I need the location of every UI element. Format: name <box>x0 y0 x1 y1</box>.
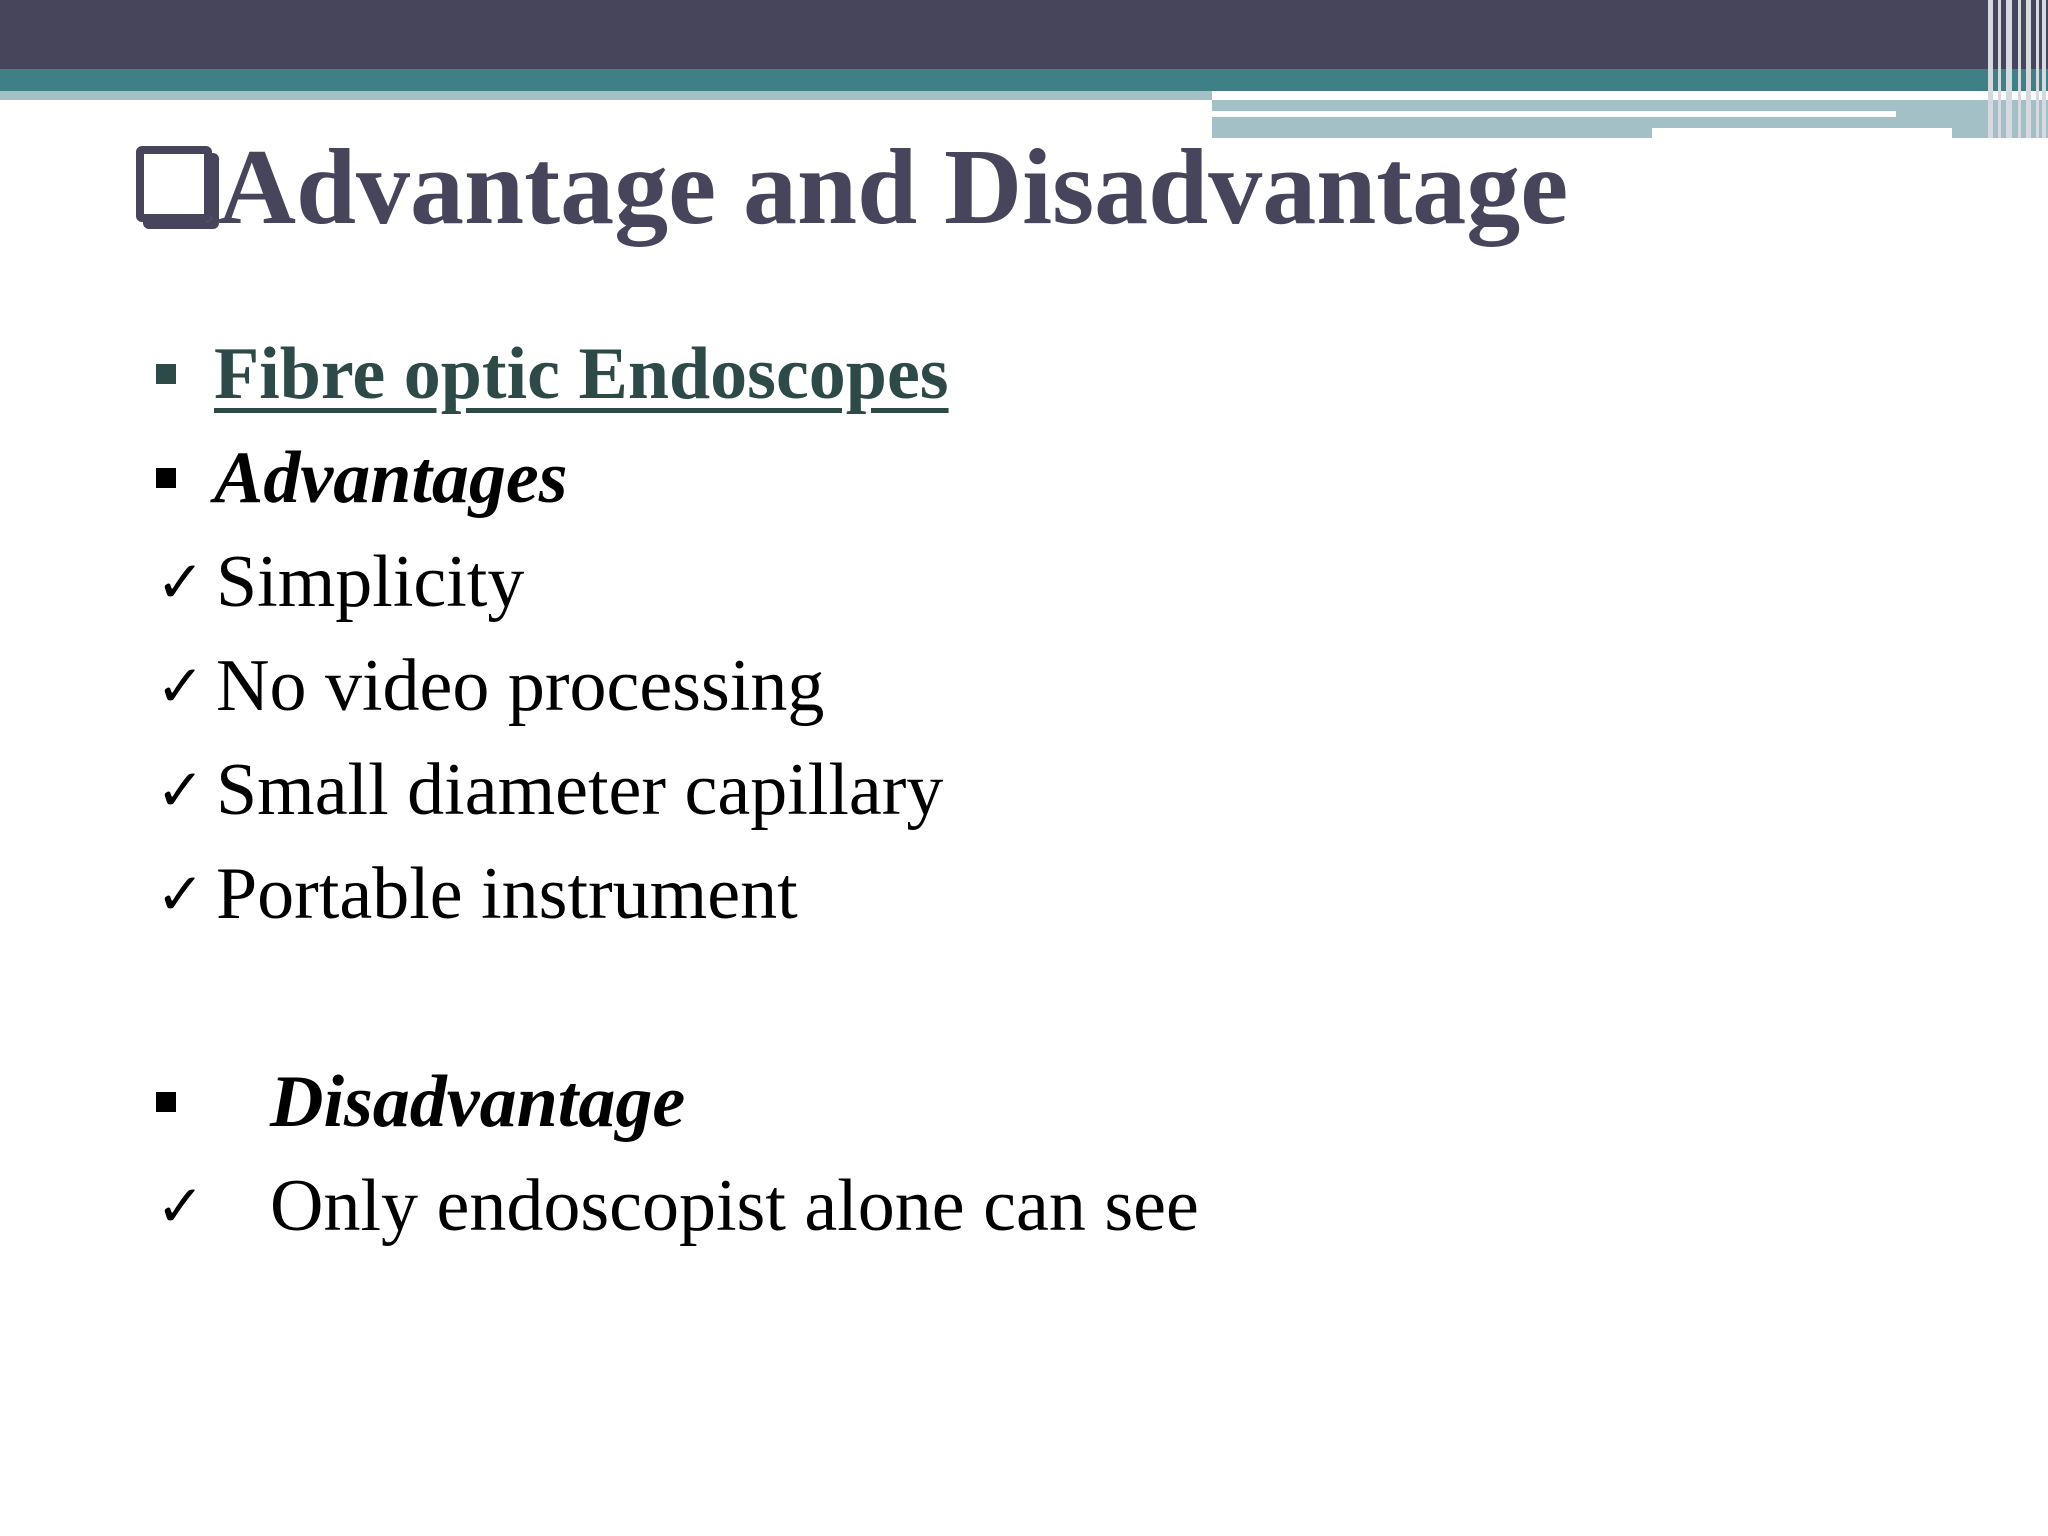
list-item-text: Portable instrument <box>216 853 798 935</box>
checkmark-icon: ✓ <box>156 860 205 928</box>
header-teal-band <box>0 69 2048 91</box>
slide-title-text: Advantage and Disadvantage <box>218 128 1569 247</box>
list-item <box>156 844 798 944</box>
header-light-band <box>0 91 1212 100</box>
square-bullet-icon <box>156 364 176 384</box>
list-item <box>156 636 824 736</box>
checkmark-icon: ✓ <box>156 756 205 824</box>
list-item-text: Small diameter capillary <box>216 749 944 831</box>
list-item-text: No video processing <box>216 645 825 727</box>
list-item-text: Advantages <box>214 437 568 519</box>
list-item-text: Fibre optic Endoscopes <box>214 333 949 415</box>
square-bullet-icon <box>156 1092 176 1112</box>
list-item <box>156 532 524 632</box>
list-item <box>156 1156 1199 1256</box>
header-stripes <box>1984 0 2048 138</box>
header-white-line <box>1212 111 1896 117</box>
slide-title <box>136 128 1568 248</box>
header-step-notch <box>1652 128 1952 138</box>
header-dark-band <box>0 0 2048 69</box>
list-item-advantages <box>156 428 568 528</box>
list-item-text: Only endoscopist alone can see <box>270 1165 1199 1247</box>
list-item-text: Disadvantage <box>270 1061 686 1143</box>
checkmark-icon: ✓ <box>156 1172 205 1240</box>
checkmark-icon: ✓ <box>156 548 205 616</box>
checkbox-icon <box>136 146 212 222</box>
list-item <box>156 740 943 840</box>
list-item-text: Simplicity <box>216 541 525 623</box>
list-item-disadvantage <box>156 1052 685 1152</box>
square-bullet-icon <box>156 468 176 488</box>
checkmark-icon: ✓ <box>156 652 205 720</box>
list-item-heading <box>156 324 949 424</box>
